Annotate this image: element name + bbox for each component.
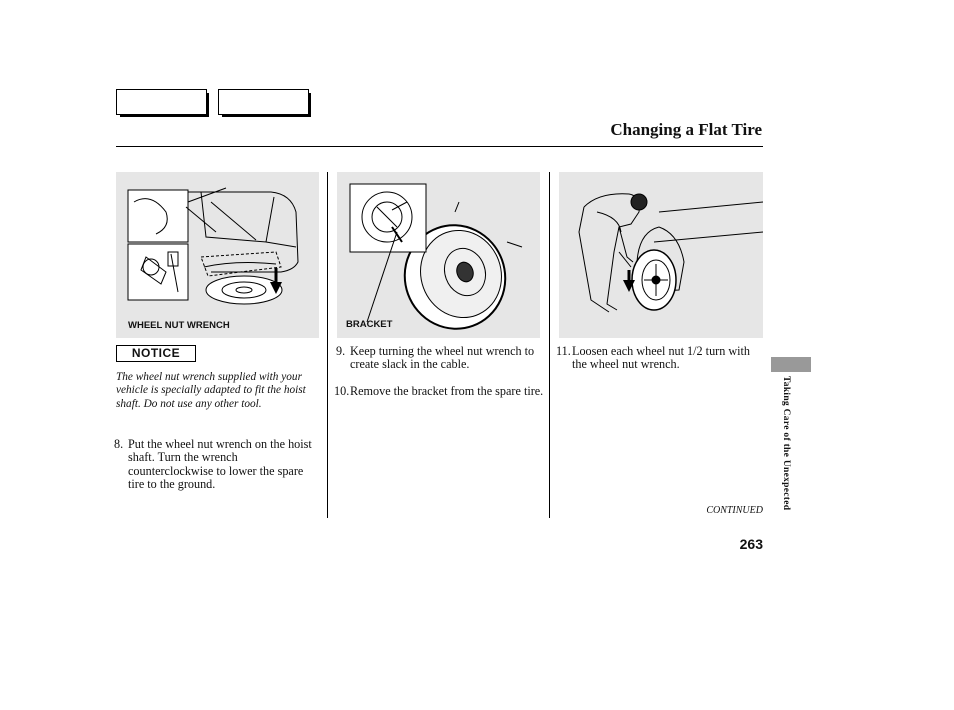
step-number: 10. xyxy=(334,384,350,398)
step-number: 11. xyxy=(556,344,571,358)
notice-text: The wheel nut wrench supplied with your vehicle is specially adapted to fit the hoist shaft. Do not use any other tool. xyxy=(116,371,306,410)
bracket-illustration xyxy=(337,172,540,338)
step-text: Put the wheel nut wrench on the hoist shaft. Turn the wrench counterclockwise to lower the spare tire to the ground. xyxy=(128,437,312,492)
step-text: Keep turning the wheel nut wrench to create slack in the cable. xyxy=(350,344,535,372)
step-text: Loosen each wheel nut 1/2 turn with the wheel nut wrench. xyxy=(572,344,751,372)
section-label: Taking Care of the Unexpected xyxy=(781,376,791,511)
figure-label-bracket: BRACKET xyxy=(346,319,393,330)
figure-label-wheel-nut-wrench: WHEEL NUT WRENCH xyxy=(128,320,230,331)
step-number: 9. xyxy=(336,344,346,358)
step-number: 8. xyxy=(114,437,124,451)
title-divider xyxy=(116,146,763,147)
step-item xyxy=(334,385,544,398)
step-item xyxy=(336,345,546,372)
notice-badge: NOTICE xyxy=(116,345,196,362)
figure-wheel-nut-wrench xyxy=(116,172,319,338)
page-number: 263 xyxy=(739,536,763,552)
continued-label: CONTINUED xyxy=(706,505,763,516)
column-divider xyxy=(549,172,550,518)
column-divider xyxy=(327,172,328,518)
person-wheel-illustration xyxy=(559,172,763,338)
section-tab[interactable] xyxy=(771,357,811,372)
nav-index-button[interactable] xyxy=(218,89,309,115)
wrench-illustration xyxy=(116,172,319,338)
page-title: Changing a Flat Tire xyxy=(610,120,762,139)
step-item xyxy=(556,345,766,372)
figure-bracket xyxy=(337,172,540,338)
figure-loosening-nuts xyxy=(559,172,763,338)
nav-contents-button[interactable] xyxy=(116,89,207,115)
step-text: Remove the bracket from the spare tire. xyxy=(350,384,544,398)
step-item xyxy=(114,438,314,492)
